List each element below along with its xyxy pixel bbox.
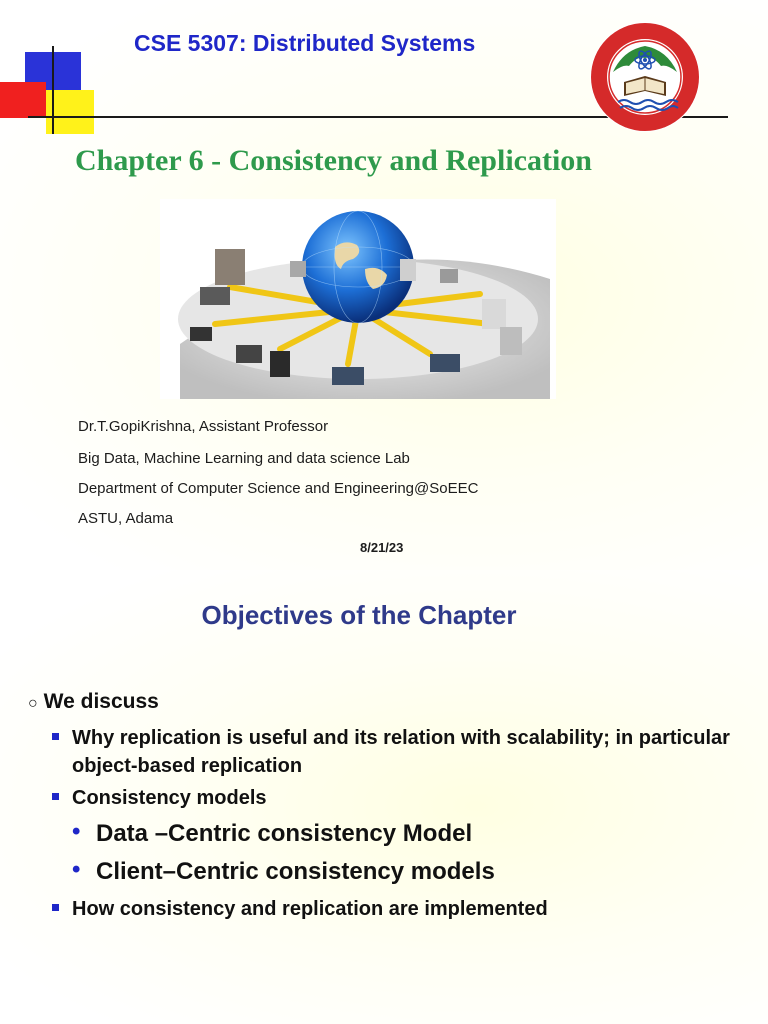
bullet-level1-text: We discuss [43, 690, 159, 713]
bullet-item-text: Why replication is useful and its relation with scalability; in particular object-based replication [72, 727, 730, 777]
slide-date: 8/21/23 [360, 540, 404, 555]
sub-bullet-item [72, 856, 495, 886]
dot-bullet-icon: • [72, 856, 81, 883]
sub-bullet-item [72, 818, 473, 848]
course-title: CSE 5307: Distributed Systems [134, 30, 476, 56]
bullet-item-text: Consistency models [72, 787, 267, 809]
red-square-decoration [0, 82, 46, 118]
hollow-circle-bullet-icon: ○ [28, 695, 38, 712]
chapter-title: Chapter 6 - Consistency and Replication [75, 144, 592, 177]
author-lab: Big Data, Machine Learning and data science Lab [78, 450, 410, 467]
dot-bullet-icon: • [72, 818, 81, 845]
objectives-title: Objectives of the Chapter [201, 600, 517, 630]
bullet-item-text: How consistency and replication are implemented [72, 898, 548, 920]
square-bullet-icon [52, 733, 59, 740]
square-bullet-icon [52, 904, 59, 911]
bullet-item [72, 724, 742, 780]
author-name: Dr.T.GopiKrishna, Assistant Professor [78, 418, 329, 435]
globe-network-icon [160, 199, 556, 399]
square-bullet-icon [52, 793, 59, 800]
vertical-rule [52, 46, 54, 134]
bullet-item [72, 784, 742, 812]
author-department: Department of Computer Science and Engineering@SoEEC [78, 480, 479, 497]
author-institution: ASTU, Adama [78, 510, 174, 527]
bullet-item [72, 895, 742, 923]
sub-bullet-text: Client–Centric consistency models [96, 858, 495, 885]
bullet-level1 [28, 690, 159, 714]
sub-bullet-text: Data –Centric consistency Model [96, 820, 473, 847]
objectives-slide [0, 570, 768, 1024]
university-seal-icon [588, 20, 702, 134]
